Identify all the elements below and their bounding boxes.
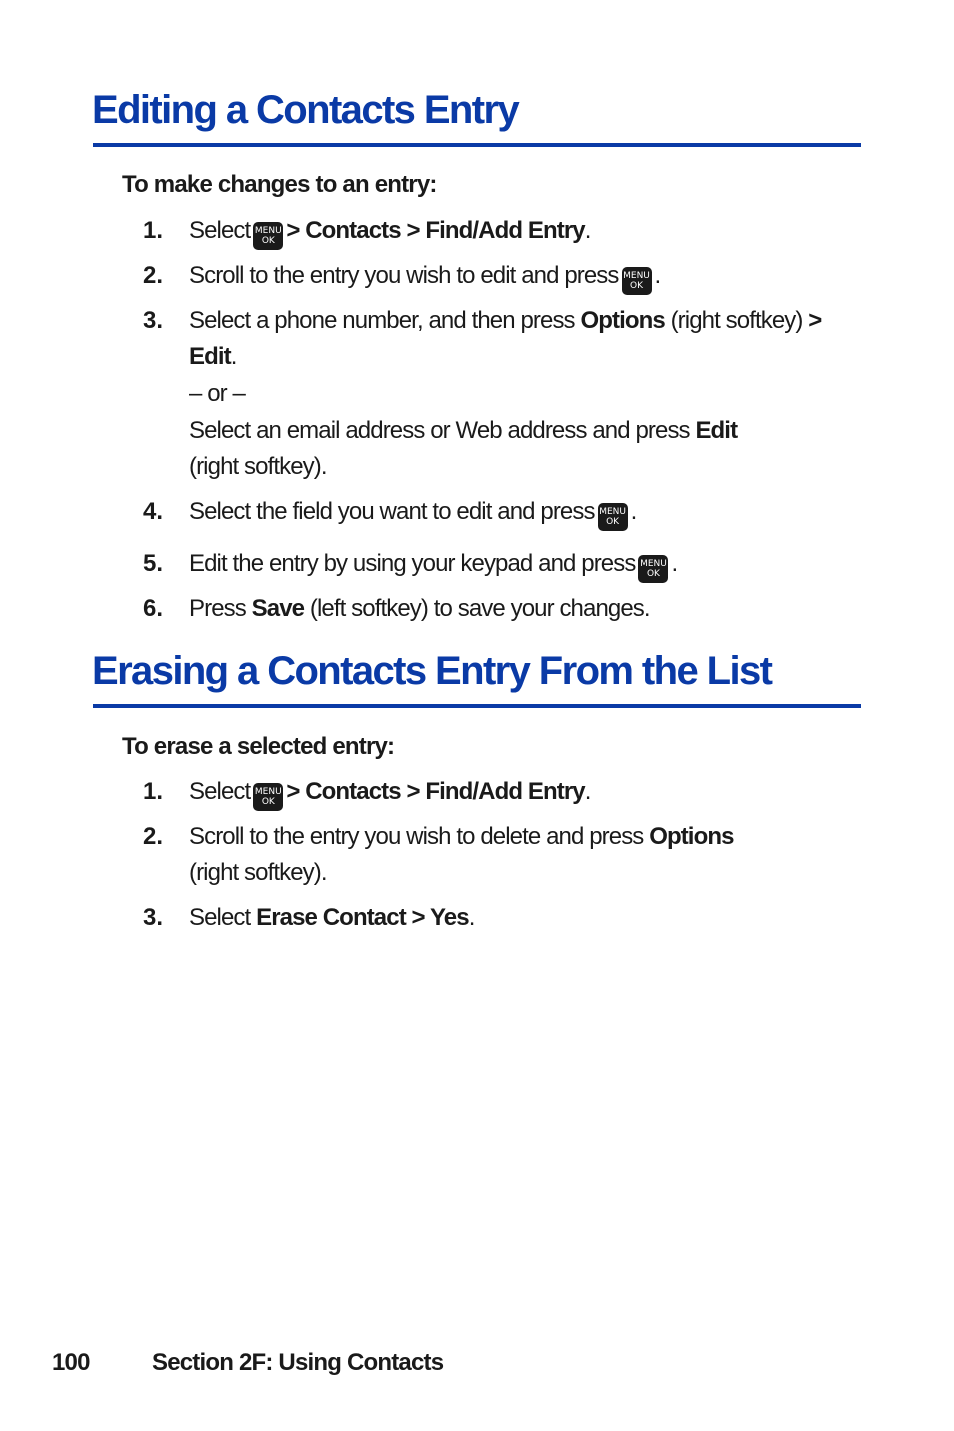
editing-step-3-options: Options	[580, 307, 665, 334]
erasing-step-2-line-2: (right softkey).	[189, 859, 327, 886]
erasing-step-3-period: .	[468, 904, 475, 931]
editing-step-1-path: > Contacts > Find/Add Entry	[286, 217, 585, 244]
menu-ok-key-icon: MENU OK	[253, 222, 283, 250]
editing-step-3-number: 3.	[143, 307, 164, 334]
editing-subhead: To make changes to an entry:	[122, 171, 437, 198]
editing-step-2	[189, 261, 660, 295]
editing-step-4-number: 4.	[143, 498, 164, 525]
editing-step-1-period: .	[584, 217, 591, 244]
erasing-step-1-text: Select	[189, 778, 251, 805]
editing-step-6-rest: (left softkey) to save your changes.	[309, 595, 650, 622]
erasing-step-1	[189, 777, 591, 811]
erasing-step-3-number: 3.	[143, 904, 164, 931]
editing-step-3-period: .	[230, 343, 237, 370]
editing-step-3-arrow: >	[808, 307, 822, 334]
editing-step-5-number: 5.	[143, 550, 164, 577]
editing-step-4-text: Select the field you want to edit and press	[189, 498, 595, 525]
erasing-step-2-line-1	[189, 822, 734, 852]
menu-ok-key-icon: MENU OK	[622, 267, 652, 295]
editing-step-5-text: Edit the entry by using your keypad and press	[189, 550, 636, 577]
erasing-subhead: To erase a selected entry:	[122, 733, 395, 760]
editing-step-2-number: 2.	[143, 262, 164, 289]
menu-ok-key-icon: MENU OK	[638, 555, 668, 583]
editing-step-3-text: Select a phone number, and then press	[189, 307, 575, 334]
erasing-step-1-path: > Contacts > Find/Add Entry	[286, 778, 585, 805]
erasing-step-2-number: 2.	[143, 823, 164, 850]
erasing-step-2-text: Scroll to the entry you wish to delete and press	[189, 823, 644, 850]
editing-step-1-number: 1.	[143, 217, 164, 244]
erasing-step-1-period: .	[584, 778, 591, 805]
erasing-step-2-options: Options	[649, 823, 734, 850]
section-rule-editing	[93, 143, 861, 147]
editing-step-2-period: .	[654, 262, 661, 289]
editing-step-6	[189, 594, 650, 624]
editing-step-3-alt-edit: Edit	[695, 417, 738, 444]
erasing-step-3-text: Select	[189, 904, 251, 931]
editing-step-1	[189, 216, 591, 250]
section-rule-erasing	[93, 704, 861, 708]
editing-step-3-alt-line-2: (right softkey).	[189, 453, 327, 480]
editing-step-3-line-2	[189, 342, 237, 372]
editing-step-6-number: 6.	[143, 595, 164, 622]
erasing-step-3-path: Erase Contact > Yes	[256, 904, 469, 931]
editing-step-3-edit: Edit	[189, 343, 231, 370]
editing-step-6-text: Press	[189, 595, 246, 622]
editing-step-3-line-1	[189, 306, 821, 336]
editing-step-6-save: Save	[251, 595, 305, 622]
editing-step-3-alt-line-1	[189, 416, 737, 446]
editing-step-2-text: Scroll to the entry you wish to edit and press	[189, 262, 619, 289]
editing-step-3-softkey: (right softkey)	[670, 307, 803, 334]
editing-step-1-text: Select	[189, 217, 251, 244]
section-title-editing: Editing a Contacts Entry	[92, 88, 519, 132]
editing-step-3-alt-text: Select an email address or Web address and press	[189, 417, 690, 444]
editing-step-5-period: .	[671, 550, 678, 577]
menu-ok-key-icon: MENU OK	[598, 503, 628, 531]
erasing-step-1-number: 1.	[143, 778, 164, 805]
editing-step-4-period: .	[630, 498, 637, 525]
editing-step-4	[189, 497, 636, 531]
page-number: 100	[52, 1349, 90, 1376]
editing-step-5	[189, 549, 677, 583]
section-title-erasing: Erasing a Contacts Entry From the List	[92, 649, 772, 693]
menu-ok-key-icon: MENU OK	[253, 783, 283, 811]
section-footer-label: Section 2F: Using Contacts	[152, 1349, 444, 1376]
editing-step-3-or: – or –	[189, 380, 245, 407]
erasing-step-3	[189, 903, 474, 933]
